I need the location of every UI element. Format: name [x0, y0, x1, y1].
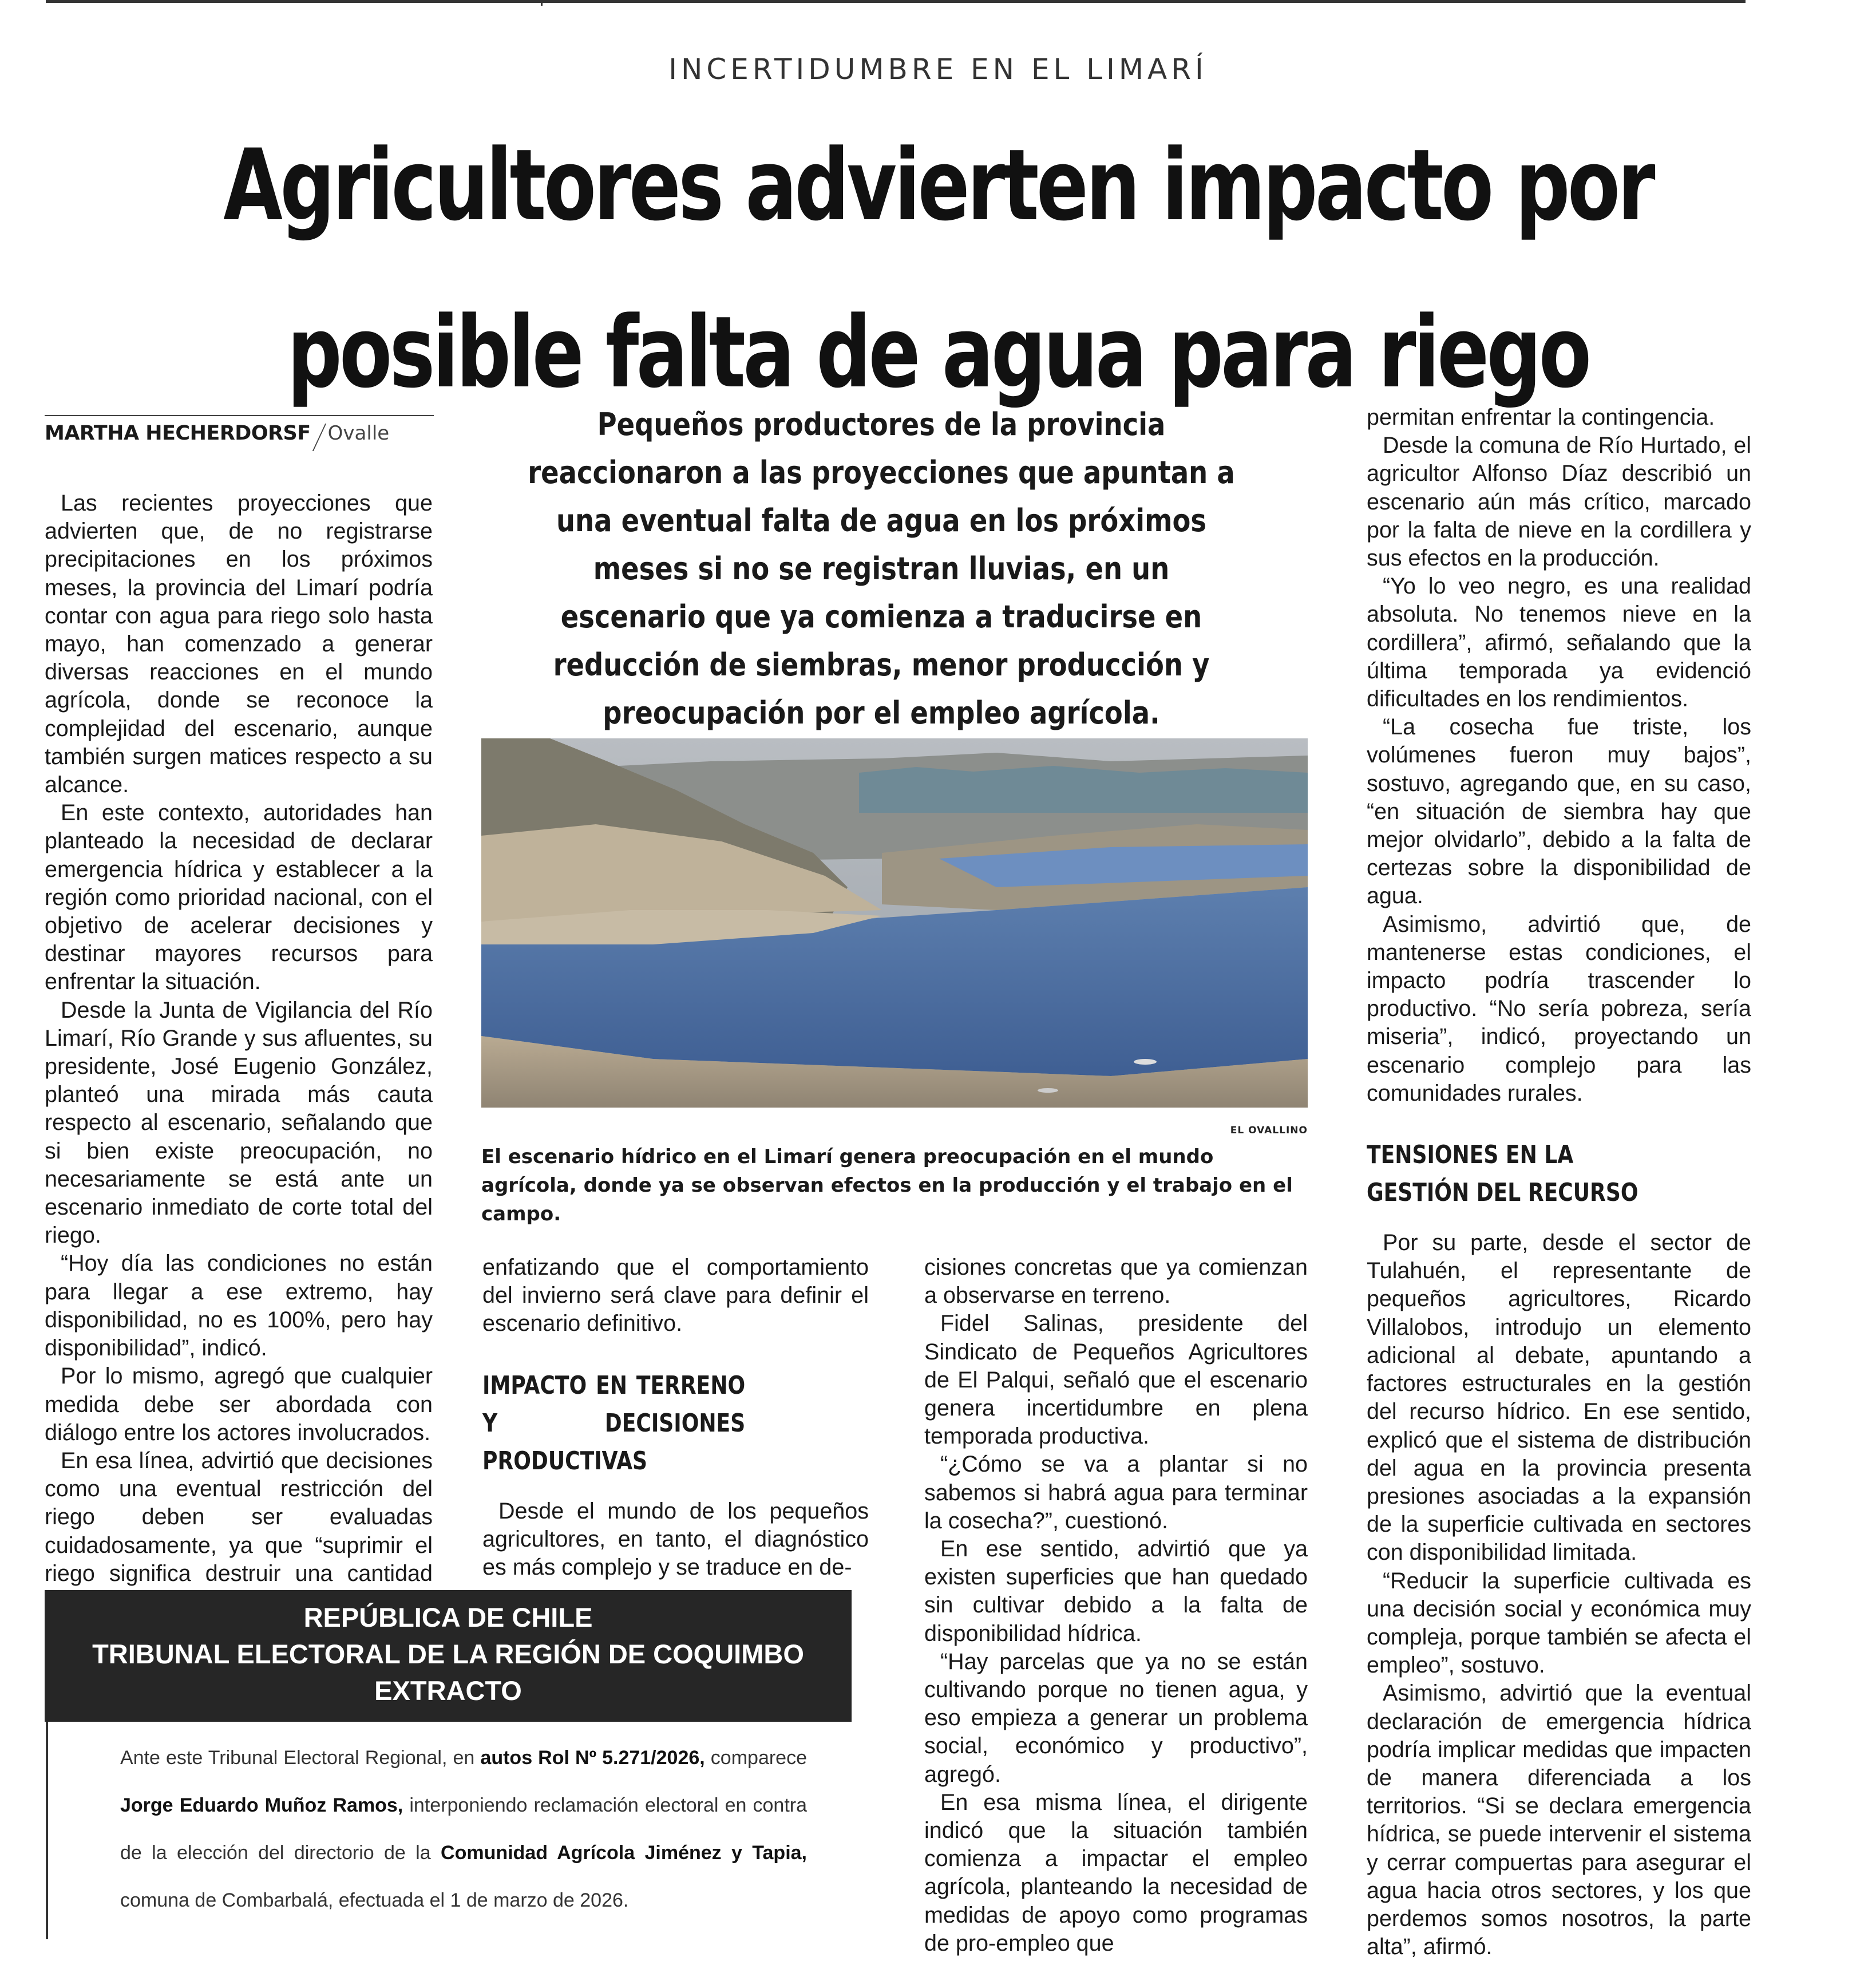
notice-text: interponiendo reclamación electoral en contra de la elección del directorio de la: [120, 1794, 808, 1864]
notice-text: Ante este Tribunal Electoral Regional, en: [120, 1747, 481, 1769]
reservoir-photo-illustration: [481, 738, 1308, 1108]
notice-text: comparece: [705, 1747, 807, 1769]
paragraph: Desde la Junta de Vigilancia del Río Limarí, Río Grande y sus afluentes, su presidente, José Eugenio González, planteó una mirada más cauta respecto al escenario, señalando que si bien existe preocupación, no necesariamente se está ante un escenario inmediato de corte total del riego.: [45, 997, 433, 1248]
notice-claimant: Jorge Eduardo Muñoz Ramos,: [120, 1794, 403, 1816]
paragraph: “La cosecha fue triste, los volúmenes fueron muy bajos”, sostuvo, agregando que, en su caso, “en situación de siembra hay que mejor olvidarlo”, debido a la falta de certezas sobre la disponibilidad de agua.: [1367, 714, 1751, 909]
paragraph: En este contexto, autoridades han planteado la necesidad de declarar emergencia hídrica y establecer a la región como prioridad nacional, con el objetivo de acelerar decisiones y destinar mayores recursos para enfrentar la situación.: [45, 800, 433, 995]
headline: [207, 102, 1670, 436]
byline-author: MARTHA HECHERDORSF: [45, 422, 311, 445]
legal-notice-header: [45, 1590, 852, 1722]
photo-caption: El escenario hídrico en el Limarí genera preocupación en el mundo agrícola, donde ya se observan efectos en la producción y el trabajo en el campo.: [481, 1145, 1293, 1225]
section-subhead: IMPACTO EN TERRENO Y DECISIONES PRODUCTIVAS: [482, 1370, 746, 1476]
headline-line-2: posible falta de agua para riego: [287, 295, 1589, 410]
byline-slash: [312, 424, 326, 451]
paragraph: Asimismo, advirtió que la eventual declaración de emergencia hídrica podría implicar medidas que impacten de manera diferenciada a los territorios. “Si se declara emergencia hídrica, se puede intervenir el sistema y cerrar compuertas para asegurar el agua hacia otros sectores, y los que perdemos somos nosotros, la parte alta”, afirmó.: [1367, 1681, 1751, 1960]
paragraph: cisiones concretas que ya comienzan a observarse en terreno.: [924, 1255, 1308, 1308]
headline-line-1: Agricultores advierten impacto por: [223, 128, 1653, 243]
paragraph: Fidel Salinas, presidente del Sindicato de Pequeños Agricultores de El Palqui, señaló que el escenario genera incertidumbre en plena temporada productiva.: [924, 1311, 1308, 1449]
paragraph: “Reducir la superficie cultivada es una decisión social y económica muy compleja, porque también se afecta el empleo”, sostuvo.: [1367, 1568, 1751, 1678]
paragraph: Asimismo, advirtió que, de mantenerse estas condiciones, el impacto podría trascender lo productivo. “No sería pobreza, sería miseria”, indicó, proyectando un escenario complejo para las comunidades rurales.: [1367, 911, 1751, 1106]
legal-notice-body: [120, 1734, 807, 1924]
kicker: INCERTIDUMBRE EN EL LIMARÍ: [668, 53, 1208, 86]
notice-community: Comunidad Agrícola Jiménez y Tapia,: [441, 1842, 807, 1864]
paragraph: En esa misma línea, el dirigente indicó que la situación también comienza a impactar el empleo agrícola, planteando la necesidad de medidas de apoyo como programas de pro-empleo que: [924, 1789, 1308, 1956]
paragraph: Desde el mundo de los pequeños agricultores, en tanto, el diagnóstico es más complejo y se traduce en de-: [482, 1498, 869, 1580]
byline: [45, 415, 434, 451]
reservoir-photo: [481, 738, 1308, 1108]
paragraph: “¿Cómo se va a plantar si no sabemos si habrá agua para terminar la cosecha?”, cuestionó.: [924, 1452, 1308, 1533]
top-rule: [46, 0, 1746, 3]
paragraph: “Hoy día las condiciones no están para llegar a ese extremo, hay disponibilidad, no es 100%, pero hay disponibilidad”, indicó.: [45, 1251, 433, 1361]
subhead-line-2: GESTIÓN DEL RECURSO: [1367, 1178, 1638, 1208]
notice-title-line-2: TRIBUNAL ELECTORAL DE LA REGIÓN DE COQUIMBO: [92, 1639, 804, 1669]
paragraph: En ese sentido, advirtió que ya existen superficies que han quedado sin cultivar debido a la falta de disponibilidad hídrica.: [924, 1536, 1308, 1646]
subhead-line-1: TENSIONES EN LA: [1367, 1140, 1574, 1170]
byline-location: Ovalle: [327, 422, 390, 445]
article-column-2: [482, 1254, 869, 1582]
article-column-4: [1367, 404, 1751, 1961]
paragraph: Por lo mismo, agregó que cualquier medida debe ser abordada con diálogo entre los actores involucrados.: [45, 1363, 433, 1445]
section-subhead: [1367, 1136, 1682, 1212]
paragraph: permitan enfrentar la contingencia.: [1367, 405, 1715, 430]
paragraph: enfatizando que el comportamiento del invierno será clave para definir el escenario definitivo.: [482, 1255, 869, 1337]
paragraph: “Hay parcelas que ya no se están cultivando porque no tienen agua, y eso empieza a generar un problema social, económico y productivo”, agregó.: [924, 1648, 1308, 1787]
paragraph: Las recientes proyecciones que advierten que, de no registrarse precipitaciones en los próximos meses, la provincia del Limarí podría contar con agua para riego solo hasta mayo, han comenzado a generar diversas reacciones en el mundo agrícola, donde se reconoce la complejidad del escenario, aunque también surgen matices respecto a su alcance.: [45, 491, 433, 798]
paragraph: Desde la comuna de Río Hurtado, el agricultor Alfonso Díaz describió un escenario aún más crítico, marcado por la falta de nieve en la cordillera y sus efectos en la producción.: [1367, 433, 1751, 571]
notice-text: comuna de Combarbalá, efectuada el 1 de marzo de 2026.: [120, 1889, 629, 1911]
paragraph: Por su parte, desde el sector de Tulahuén, el representante de pequeños agricultores, Ricardo Villalobos, introdujo un elemento adicional al debate, apuntando a factores estructurales en la gestión del recurso hídrico. En ese sentido, explicó que el sistema de distribución del agua en la provincia presenta presiones asociadas a la expansión de la superficie cultivada en sectores con disponibilidad limitada.: [1367, 1230, 1751, 1565]
legal-notice-border: [46, 1722, 48, 1939]
photo-credit: EL OVALLINO: [1230, 1125, 1308, 1136]
paragraph: “Yo lo veo negro, es una realidad absoluta. No tenemos nieve en la cordillera”, afirmó, señalando que la última temporada ya evidenció dificultades en los rendimientos.: [1367, 574, 1751, 712]
notice-title-line-3: EXTRACTO: [374, 1675, 522, 1706]
top-rule-tick: [541, 0, 543, 6]
lead-paragraph: Pequeños productores de la provincia reaccionaron a las proyecciones que apuntan a una eventual falta de agua en los próximos meses si no se registran lluvias, en un escenario que ya comienza a traducirse en reducción de siembras, menor producción y preocupación por el empleo agrícola.: [528, 406, 1235, 731]
notice-title-line-1: REPÚBLICA DE CHILE: [303, 1602, 593, 1632]
article-column-1: [45, 489, 433, 1616]
paragraph: En esa línea, advirtió que decisiones como una eventual restricción del riego deben ser evaluadas cuidadosamente, ya que “suprimir el riego significa destruir una cantidad: [45, 1448, 433, 1586]
notice-case-number: autos Rol Nº 5.271/2026,: [480, 1747, 705, 1769]
article-column-3: [924, 1254, 1308, 1958]
